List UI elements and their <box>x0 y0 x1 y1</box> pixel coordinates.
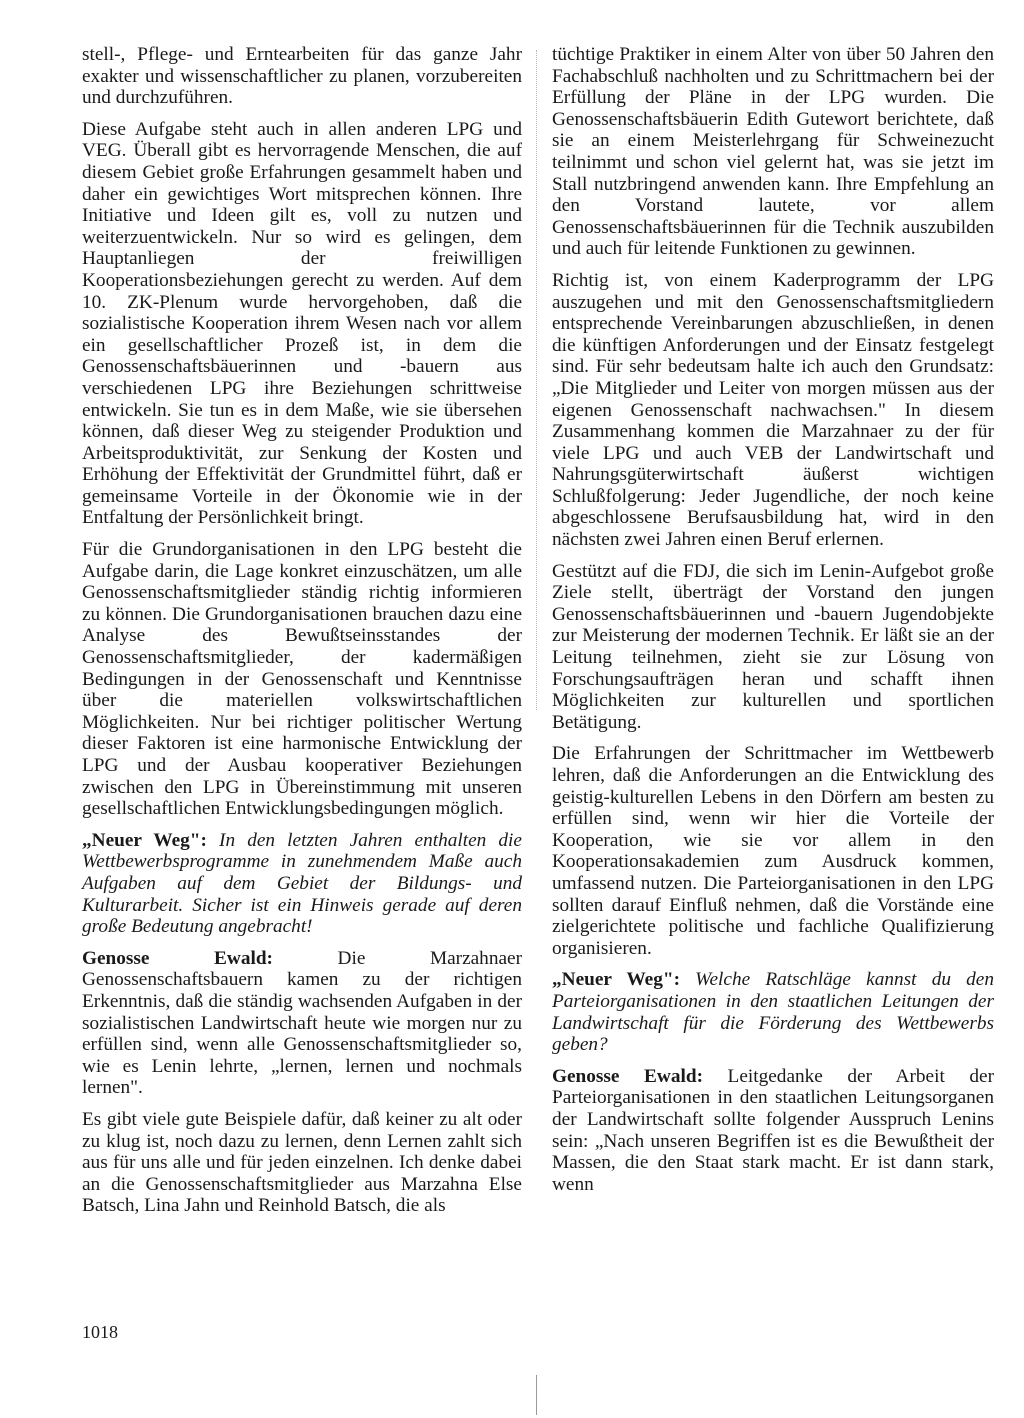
speaker-label: „Neuer Weg": <box>552 969 680 991</box>
paragraph: Die Erfahrungen der Schrittmacher im Wettbewerb lehren, daß die Anforderungen an die Entwicklung des geistig-kulturellen Lebens in den Dörfern am besten zu erfüllen sind, wenn wir hier die Vorteile der Kooperation, wie sie vor allem in den Kooperationsakademien zum Ausdruck kommen, umfassend nutzen. Die Parteiorganisationen in den LPG sollten darauf Einfluß nehmen, daß die Vorstände eine zielgerichtete politische und fachliche Qualifizierung organisieren. <box>552 743 994 959</box>
paragraph: stell-, Pflege- und Erntearbeiten für das ganze Jahr exakter und wissenschaftlicher zu planen, vorzubereiten und durchzuführen. <box>82 44 522 109</box>
right-column <box>552 44 994 1195</box>
speaker-label: Genosse Ewald: <box>82 947 273 969</box>
interview-answer <box>552 1066 994 1196</box>
column-divider-mark <box>536 1375 537 1415</box>
interview-answer <box>82 948 522 1099</box>
paragraph: Richtig ist, von einem Kaderprogramm der LPG auszugehen und mit den Genossenschaftsmitgliedern entsprechende Vereinbarungen abzuschließen, in denen die künftigen Anforderungen und der Einsatz festgelegt sind. Für sehr bedeutsam halte ich auch den Grundsatz: „Die Mitglieder und Leiter von morgen müssen aus der eigenen Genossenschaft nachwachsen." In diesem Zusammenhang kommen die Marzahnaer zu der für viele LPG und auch VEB der Landwirtschaft und Nahrungsgüterwirtschaft äußerst wichtigen Schlußfolgerung: Jeder Jugendliche, der noch keine abgeschlossene Berufsausbildung hat, wird in den nächsten zwei Jahren einen Beruf erlernen. <box>552 269 994 551</box>
speaker-label: Genosse Ewald: <box>552 1065 703 1087</box>
paragraph: Es gibt viele gute Beispiele dafür, daß keiner zu alt oder zu klug ist, noch dazu zu lernen, denn Lernen zahlt sich aus für uns alle und für jeden einzelnen. Ich denke dabei an die Genossenschaftsmitglieder aus Marzahna Else Batsch, Lina Jahn und Reinhold Batsch, die als <box>82 1108 522 1217</box>
paragraph: Gestützt auf die FDJ, die sich im Lenin-Aufgebot große Ziele stellt, überträgt der Vorstand den jungen Genossenschaftsbäuerinnen und -bauern Jugendobjekte zur Meisterung der modernen Technik. Er läßt sie an der Leitung teilnehmen, zieht sie zur Lösung von Forschungsaufträgen heran und schafft ihnen Möglichkeiten zur kulturellen und sportlichen Betätigung. <box>552 560 994 733</box>
paragraph: Für die Grundorganisationen in den LPG besteht die Aufgabe darin, die Lage konkret einzuschätzen, um alle Genossenschaftsmitglieder ständig richtig informieren zu können. Die Grundorganisationen brauchen dazu eine Analyse des Bewußtseinsstandes der Genossenschaftsmitglieder, der kadermäßigen Bedingungen in der Genossenschaft und Kenntnisse über die materiellen volkswirtschaftlichen Möglichkeiten. Nur bei richtiger politischer Wertung dieser Faktoren ist eine harmonische Entwicklung der LPG und der Ausbau kooperativer Beziehungen zwischen den LPG in Übereinstimmung mit unseren gesellschaftlichen Entwicklungsbedingungen möglich. <box>82 539 522 820</box>
interview-question <box>552 969 994 1055</box>
question-text: Welche Ratschläge kannst du den Parteiorganisationen in den staatlichen Leitungen der Landwirtschaft für die Förderung des Wettbewerbs geben? <box>552 969 994 1056</box>
paragraph: Diese Aufgabe steht auch in allen anderen LPG und VEG. Überall gibt es hervorragende Menschen, die auf diesem Gebiet große Erfahrungen gesammelt haben und daher ein gewichtiges Wort mitsprechen können. Ihre Initiative und Ideen gilt es, voll zu nutzen und weiterzuentwickeln. Nur so wird es gelingen, dem Hauptanliegen der freiwilligen Kooperationsbeziehungen gerecht zu werden. Auf dem 10. ZK-Plenum wurde hervorgehoben, daß die sozialistische Kooperation ihrem Wesen nach vor allem ein gesellschaftlicher Prozeß ist, in dem die Genossenschaftsbäuerinnen und -bauern aus verschiedenen LPG ihre Beziehungen schrittweise entwickeln. Sie tun es in dem Maße, wie sie übersehen können, daß dieser Weg zu steigender Produktion und Arbeitsproduktivität, zur Senkung der Kosten und Erhöhung der Effektivität der Grundmittel führt, daß er gemeinsame Vorteile in der Ökonomie wie in der Entfaltung der Persönlichkeit bringt. <box>82 118 522 529</box>
question-text: In den letzten Jahren enthalten die Wettbewerbsprogramme in zunehmendem Maße auch Aufgaben auf dem Gebiet der Bildungs- und Kulturarbeit. Sicher ist ein Hinweis gerade auf deren große Bedeutung angebracht! <box>82 829 522 938</box>
speaker-label: „Neuer Weg": <box>82 829 207 851</box>
page-number: 1018 <box>82 1322 118 1342</box>
paragraph: tüchtige Praktiker in einem Alter von über 50 Jahren den Fachabschluß nachholten und zu Schrittmachern bei der Erfüllung der Pläne in der LPG wurden. Die Genossenschaftsbäuerin Edith Gutewort berichtete, daß sie an einem Meisterlehrgang für Schweinezucht teilnimmt und schon viel gelernt hat, was sie jetzt im Stall nutzbringend anwenden kann. Ihre Empfehlung an den Vorstand lautete, vor allem Genossenschaftsbäuerinnen für die Technik auszubilden und auch für leitende Funktionen zu gewinnen. <box>552 44 994 260</box>
answer-text: Die Marzahnaer Genossenschaftsbauern kamen zu der richtigen Erkenntnis, daß die ständig wachsenden Aufgaben in der sozialistischen Landwirtschaft heute wie morgen nur zu erfüllen sind, wenn alle Genossenschaftsmitglieder so, wie es Lenin lehrte, „lernen, lernen und nochmals lernen". <box>82 947 523 1099</box>
column-divider <box>536 50 537 710</box>
left-column <box>82 44 522 1217</box>
answer-text: Leitgedanke der Arbeit der Parteiorganisationen in den staatlichen Leitungsorganen der Landwirtschaft sollte folgender Ausspruch Lenins sein: „Nach unseren Begriffen ist es die Bewußtheit der Massen, die den Staat stark macht. Er ist dann stark, wenn <box>552 1065 994 1195</box>
interview-question <box>82 830 522 938</box>
